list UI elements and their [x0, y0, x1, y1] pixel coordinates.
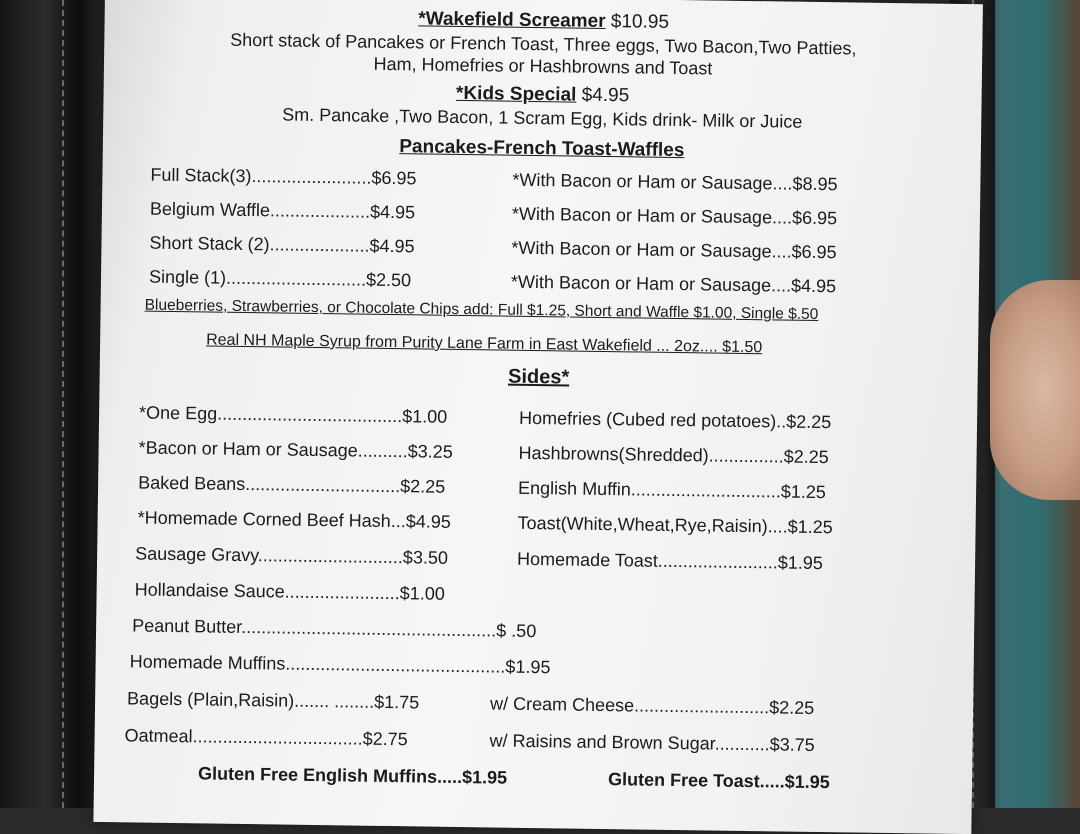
binder-stitching — [62, 0, 64, 808]
side-item: *Bacon or Ham or Sausage..........$3.25 — [138, 437, 453, 462]
pancake-item: Short Stack (2)....................$4.95 — [149, 232, 415, 257]
kids-special-price: $4.95 — [581, 84, 630, 107]
side-item: Homemade Muffins............................................$1.95 — [129, 651, 551, 678]
menu-page — [93, 0, 983, 834]
pancake-item-with-meat: *With Bacon or Ham or Sausage....$6.95 — [511, 203, 838, 229]
side-item: Baked Beans...............................$2.25 — [138, 472, 446, 497]
pancake-item: Full Stack(3)........................$6.95 — [150, 164, 417, 189]
screamer-description-2: Ham, Homefries or Hashbrowns and Toast — [373, 53, 713, 79]
side-item: English Muffin..............................$1.25 — [517, 477, 827, 503]
sides-heading: Sides* — [507, 365, 570, 389]
side-item: Oatmeal..................................$2.75 — [124, 725, 408, 750]
side-item: Hollandaise Sauce.......................$1.00 — [134, 579, 445, 604]
side-item: *Homemade Corned Beef Hash...$4.95 — [137, 507, 451, 532]
maple-syrup-line: Real NH Maple Syrup from Purity Lane Farm in East Wakefield ... 2oz.... $1.50 — [206, 331, 763, 357]
side-item: w/ Cream Cheese...........................$2.25 — [489, 693, 815, 718]
side-item: Bagels (Plain,Raisin)....... ........$1.75 — [126, 688, 420, 713]
gluten-free-english-muffins: Gluten Free English Muffins.....$1.95 — [197, 763, 508, 788]
side-item: Homemade Toast........................$1.95 — [516, 548, 824, 574]
gluten-free-toast: Gluten Free Toast.....$1.95 — [607, 769, 830, 793]
kids-special-description: Sm. Pancake ,Two Bacon, 1 Scram Egg, Kids drink- Milk or Juice — [282, 104, 803, 132]
pancake-item: Belgium Waffle....................$4.95 — [149, 198, 416, 223]
side-item: Peanut Butter...................................................$ .50 — [132, 615, 537, 642]
menu-content — [93, 0, 983, 834]
pancake-item-with-meat: *With Bacon or Ham or Sausage....$6.95 — [511, 237, 837, 263]
side-item: Sausage Gravy.............................$3.50 — [135, 543, 449, 568]
side-item: w/ Raisins and Brown Sugar...........$3.75 — [489, 730, 815, 755]
pancake-addons: Blueberries, Strawberries, or Chocolate Chips add: Full $1.25, Short and Waffle $1.00, Single $.50 — [144, 296, 819, 323]
side-item: *One Egg.....................................$1.00 — [138, 402, 448, 427]
pancake-item-with-meat: *With Bacon or Ham or Sausage....$8.95 — [512, 169, 838, 195]
side-item: Hashbrowns(Shredded)...............$2.25 — [518, 442, 829, 468]
pancake-item: Single (1)............................$2.50 — [148, 266, 412, 291]
screamer-description: Short stack of Pancakes or French Toast, Three eggs, Two Bacon,Two Patties, — [230, 29, 857, 59]
hand-photo — [990, 280, 1080, 500]
side-item: Toast(White,Wheat,Rye,Raisin)....$1.25 — [517, 512, 833, 538]
kids-special-name: *Kids Special — [455, 82, 577, 106]
screamer-price: $10.95 — [610, 11, 670, 33]
pancakes-heading: Pancakes-French Toast-Waffles — [399, 136, 685, 162]
pancake-item-with-meat: *With Bacon or Ham or Sausage....$4.95 — [510, 271, 837, 297]
screamer-name: *Wakefield Screamer — [418, 8, 606, 32]
side-item: Homefries (Cubed red potatoes)..$2.25 — [518, 407, 832, 433]
